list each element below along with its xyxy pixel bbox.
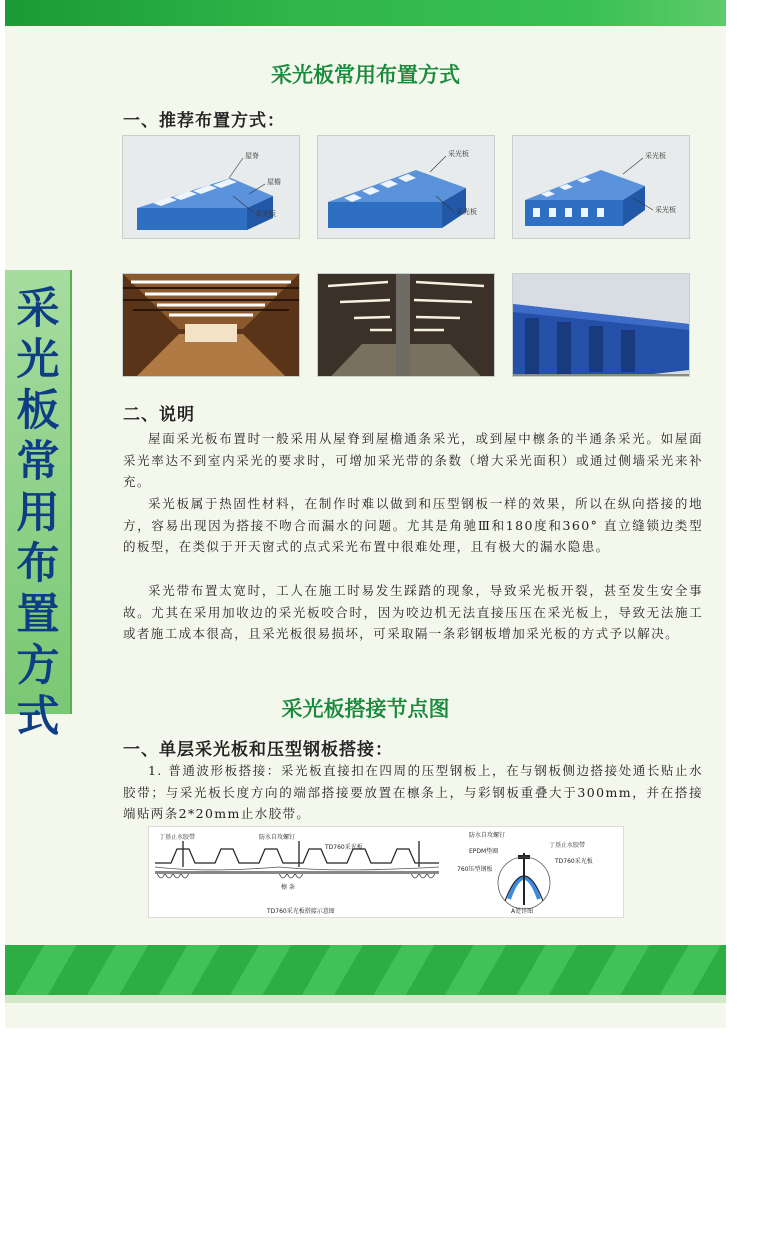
rendering-2: [317, 135, 495, 239]
diagram-label-tape-r: 丁基止水胶带: [549, 842, 586, 849]
diagram-label-detail: A处详图: [511, 908, 534, 915]
section2-paragraph-2: 采光板属于热固性材料，在制作时难以做到和压型钢板一样的效果，所以在纵向搭接的地方，容易出现因为搭接不吻合而漏水的问题。尤其是角驰Ⅲ和180度和360° 直立缝锁边类型的板型，在类似于开天窗式的点式采光布置中很难处理，且有极大的漏水隐患。: [123, 496, 703, 554]
section3-paragraph: 1. 普通波形板搭接：采光板直接扣在四周的压型钢板上，在与钢板侧边搭接处通长贴止水胶带；与采光板长度方向的端部搭接要放置在檩条上，与彩钢板重叠大于300mm，并在搭接端贴两条2*20mm止水胶带。: [123, 763, 703, 821]
bottom-edge: [5, 995, 726, 1003]
rendering-1-label-ridge: 屋脊: [245, 152, 259, 160]
section2-paragraph-1: 屋面采光板布置时一般采用从屋脊到屋檐通条采光，或到屋中檩条的半通条采光。如屋面采光率达不到室内采光的要求时，可增加采光带的条数（增大采光面积）或通过侧墙采光来补充。: [123, 431, 703, 489]
diagram-label-screw-r: 防水自攻螺钉: [469, 832, 506, 839]
diagram-label-washer-r: EPDM垫圈: [469, 848, 499, 855]
joint-diagram-title: 采光板搭接节点图: [281, 697, 450, 721]
joint-diagram: [148, 826, 624, 918]
diagram-label-panel: TD760采光板: [325, 844, 363, 851]
diagram-label-purlin: 檩 条: [281, 884, 295, 891]
bottom-green-band: [5, 945, 726, 995]
rendering-2-label-b: 采光板: [456, 208, 477, 216]
side-title: 采光板常用布置方式: [16, 284, 60, 742]
brochure-page: [5, 0, 726, 1028]
rendering-1-label-panel: 采光板: [255, 210, 276, 218]
top-green-band: [5, 0, 726, 26]
rendering-3-label-a: 采光板: [645, 152, 666, 160]
rendering-1-label-eave: 屋檐: [267, 178, 281, 186]
page-title: 采光板常用布置方式: [271, 63, 460, 87]
rendering-2-label-a: 采光板: [448, 150, 469, 158]
rendering-3: [512, 135, 690, 239]
diagram-caption: TD760采光板搭接示意图: [267, 908, 335, 915]
diagram-label-screw: 防水自攻螺钉: [259, 834, 296, 841]
photo-interior-warm: [122, 273, 300, 377]
section1-heading: 一、推荐布置方式：: [123, 111, 285, 131]
section3-heading: 一、单层采光板和压型钢板搭接：: [123, 740, 393, 760]
rendering-3-label-b: 采光板: [655, 206, 676, 214]
diagram-label-tape: 丁基止水胶带: [159, 834, 196, 841]
section2-heading: 二、说明: [123, 405, 195, 425]
photo-exterior: [512, 273, 690, 377]
diagram-label-panel-r: TD760采光板: [555, 858, 593, 865]
rendering-1: [122, 135, 300, 239]
diagram-label-steel-r: 760压型钢板: [457, 866, 493, 873]
photo-interior-factory: [317, 273, 495, 377]
section2-paragraph-3: 采光带布置太宽时，工人在施工时易发生踩踏的现象，导致采光板开裂，甚至发生安全事故。尤其在采用加收边的采光板咬合时，因为咬边机无法直接压压在采光板上，导致无法施工或者施工成本很高，且采光板很易损坏，可采取隔一条彩钢板增加采光板的方式予以解决。: [123, 583, 703, 641]
